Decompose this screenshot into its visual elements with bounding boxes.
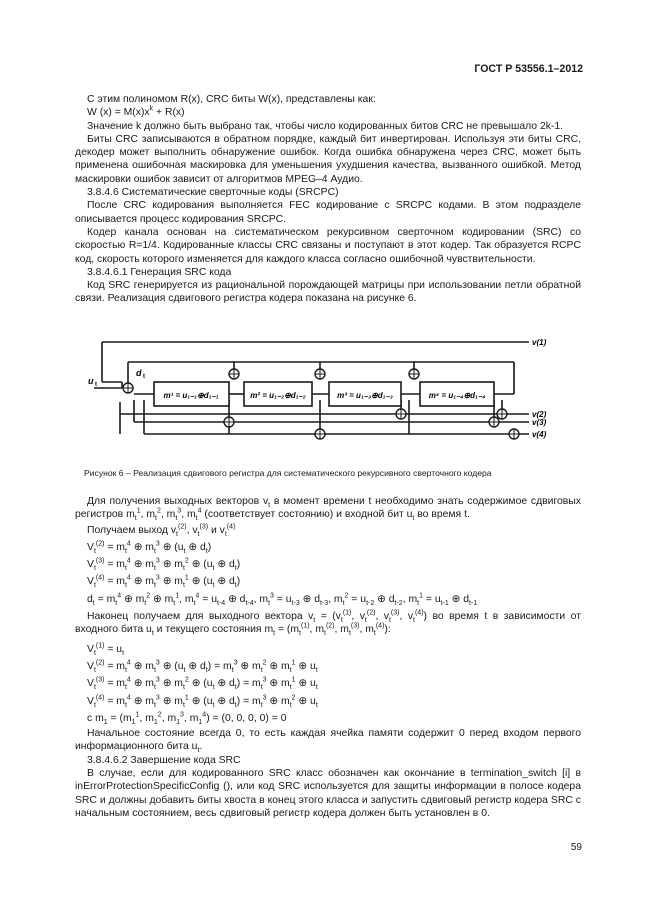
- document-header: ГОСТ Р 53556.1–2012: [474, 63, 583, 75]
- formula: $V_t^{(2)} = m_t^4$ ⊕ $m_t^3$ ⊕ ($u_t$ ⊕ $d_t$): [87, 540, 212, 555]
- page-number: 59: [570, 842, 582, 853]
- output-1: v(1): [532, 338, 547, 347]
- formula: $V_t^{(2)} = m_t^4$ ⊕ $m_t^3$ ⊕ ($u_t$ ⊕ $d_t) = m_t^3$ ⊕ $m_t^2$ ⊕ $m_t^1$ ⊕ $u_t$: [87, 659, 318, 675]
- section-heading: 3.8.4.6.1 Генерация SRC кода: [87, 266, 232, 278]
- paragraph: С этим полиномом R(x), CRC биты W(x), представлены как:: [87, 94, 376, 105]
- paragraph: Кодер канала основан на систематическом рекурсивном сверточном кодировании (SRC) со скоростью R=1/4. Кодированные классы CRC связаны и поступают в этот кодер. Так образуется RCPC код, скорость которого изменяется для каждого класса согласно ошибочной чувствительности.: [75, 226, 581, 265]
- figure-caption: Рисунок 6 – Реализация сдвигового регистра для систематического рекурсивного сверточного кодера: [84, 468, 492, 478]
- paragraph: Биты CRC записываются в обратном порядке, каждый бит инвертирован. Используя эти биты CRC, декодер может выполнить обнаружение ошибок. Когда ошибка обнаружена через CRC, может быть применена ошибочная маскировка для уменьшения ухудшения качества, вызванного ошибкой. Метод маскировки ошибок зависит от алгоритмов MPEG–4 Аудио.: [75, 133, 581, 185]
- paragraph: Код SRC генерируется из рациональной порождающей матрицы при использовании петли обратной связи. Реализация сдвигового регистра кодера показана на рисунке 6.: [75, 280, 581, 305]
- formula: $V_t^{(3)} = m_t^4$ ⊕ $m_t^3$ ⊕ $m_t^2$ ⊕ ($u_t$ ⊕ $d_t) = m_t^3$ ⊕ $m_t^1$ ⊕ $u_t$: [87, 676, 318, 692]
- section-heading: 3.8.4.6 Систематические сверточные коды (SRCPC): [87, 187, 339, 199]
- formula: с $m_1 = (m_1^1$, $m_1^2$, $m_1^3$, $m_1^4) = (0$, 0, 0, 0) = 0: [87, 711, 287, 726]
- register-4-label: m⁴ = u₁₋₄⊕d₁₋₄: [428, 391, 486, 400]
- formula: $d_t = m_t^4$ ⊕ $m_t^2$ ⊕ $m_t^1$, $m_t^4 = u_{t-4}$ ⊕ $d_{t-4}$, $m_t^3 = u_{t-3}$ ⊕ $d_{t-3}$, $m_t^2 = u_{t-2}$ ⊕ $d_{t-2}$, $m_t^1 = u_{t-1}$ ⊕ $d_{t-1}$: [87, 592, 478, 607]
- feedback-label: d: [136, 368, 142, 378]
- output-labels: [532, 338, 547, 439]
- paragraph: Для получения выходных векторов $v_t$ в момент времени t необходимо знать содержимое сдвиговых регистров $m_t^1$, $m_t^2$, $m_t^3$, $m_t^4$ (соответствует состоянию) и входной бит $u_t$ во время t.: [75, 496, 581, 523]
- paragraph: Значение k должно быть выбрано так, чтобы число кодированных битов CRC не превышало 2k-1.: [87, 120, 564, 132]
- paragraph: В случае, если для кодированного SRC класс обозначен как окончание в termination_switch [i] в inErrorProtectionSpecificConfig (), или код SRC используется для защиты информации в полосе кодера SRC и должны добавить биты хвоста в конец этого класса и запустить сдвиговый регистр кодера SRC с начальным состоянием, весь сдвиговый регистр кодера должен быть установлен в 0.: [75, 768, 581, 819]
- paragraph: Начальное состояние всегда 0, то есть каждая ячейка памяти содержит 0 перед входом первого информационного бита $u_t$.: [75, 728, 581, 755]
- formula: $V_t^{(3)} = m_t^4$ ⊕ $m_t^3$ ⊕ $m_t^2$ ⊕ ($u_t$ ⊕ $d_t$): [87, 557, 241, 573]
- section-heading: 3.8.4.6.2 Завершение кода SRC: [87, 754, 241, 766]
- formula: $V_t^{(4)} = m_t^4$ ⊕ $m_t^3$ ⊕ $m_t^1$ ⊕ ($u_t$ ⊕ $d_t$): [87, 575, 241, 590]
- register-1-label: m¹ = u₁₋₁⊕d₁₋₁: [163, 391, 219, 400]
- text-block-1: [75, 93, 581, 306]
- input-sub: t: [95, 382, 97, 388]
- paragraph: Наконец получаем для выходного вектора $v_t = (v_t^{(1)}$, $v_t^{(2)}$, $v_t^{(3)}$, $v_t^{(4)}$) во время t в зависимости от входного бита $u_t$ и текущего состояния $m_t = (m_t^{(1)}$, $m_t^{(2)}$, $m_t^{(3)}$, $m_t^{(4)}$):: [75, 609, 581, 638]
- paragraph: Получаем выход $v_t^{(2)}$, $v_t^{(3)}$ и $v_t^{(4)}$: [87, 523, 236, 538]
- text-block-2: [75, 495, 581, 820]
- shift-register-diagram: [84, 322, 564, 454]
- feedback-sub: t: [143, 374, 145, 380]
- formula: $V_t^{(1)} = u_t$: [87, 642, 125, 657]
- output-2: v(2): [532, 410, 547, 419]
- register-3-label: m³ = u₁₋₃⊕d₁₋₃: [337, 391, 393, 400]
- formula: W $(x) = M(x)x^k + R(x)$: [87, 105, 185, 119]
- formula: $V_t^{(4)} = m_t^4$ ⊕ $m_t^3$ ⊕ $m_t^1$ ⊕ ($u_t$ ⊕ $d_t) = m_t^3$ ⊕ $m_t^2$ ⊕ $u_t$: [87, 694, 318, 709]
- output-3: v(3): [532, 418, 547, 427]
- output-4: v(4): [532, 430, 547, 439]
- paragraph: После CRC кодирования выполняется FEC кодирование с SRCPC кодами. В этом подразделе описывается процесс кодирования SRCPC.: [75, 200, 581, 225]
- register-2-label: m² = u₁₋₂⊕d₁₋₂: [250, 391, 306, 400]
- input-label: u: [88, 376, 94, 386]
